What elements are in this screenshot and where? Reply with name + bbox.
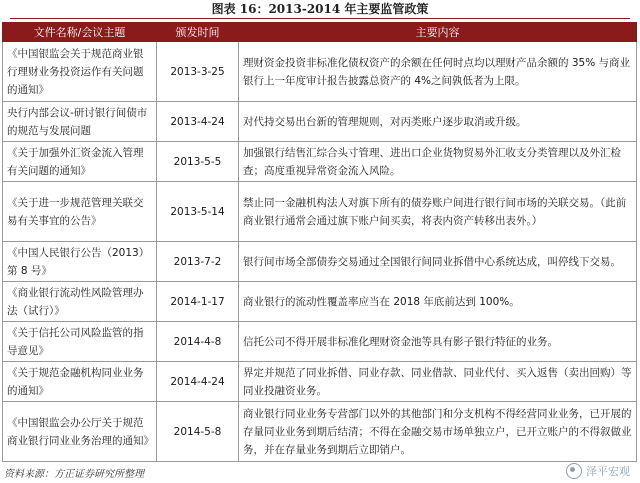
header-date: 颁发时间 — [157, 23, 239, 42]
date-cell: 2013-4-24 — [157, 102, 239, 142]
content-cell: 理财资金投资非标准化债权资产的余额在任何时点均以理财产品余额的 35% 与商业银行上一年度审计报告披露总资产的 4%之间孰低者为上限。 — [239, 42, 637, 102]
doc-cell: 《中国人民银行公告（2013）第 8 号》 — [3, 242, 157, 282]
table-header-row — [3, 23, 637, 42]
table-row — [3, 242, 637, 282]
content-cell: 银行间市场全部债券交易通过全国银行间同业拆借中心系统达成，叫停线下交易。 — [239, 242, 637, 282]
policy-table — [2, 22, 637, 462]
title-divider — [10, 18, 630, 19]
table-row — [3, 142, 637, 182]
date-cell: 2013-3-25 — [157, 42, 239, 102]
table-row — [3, 182, 637, 242]
content-cell: 对代持交易出台新的管理规则，对丙类账户逐步取消或升级。 — [239, 102, 637, 142]
content-cell: 加强银行结售汇综合头寸管理、进出口企业货物贸易外汇收支分类管理以及外汇检查；高度重视异常资金流入风险。 — [239, 142, 637, 182]
doc-cell: 《中国银监会关于规范商业银行理财业务投资运作有关问题的通知》 — [3, 42, 157, 102]
date-cell: 2013-5-5 — [157, 142, 239, 182]
doc-cell: 《关于进一步规范管理关联交易有关事宜的公告》 — [3, 182, 157, 242]
date-cell: 2014-5-8 — [157, 402, 239, 462]
date-cell: 2014-4-8 — [157, 322, 239, 362]
table-row — [3, 282, 637, 322]
table-row — [3, 102, 637, 142]
source-note: 资料来源：方正证券研究所整理 — [4, 469, 144, 480]
header-content: 主要内容 — [239, 23, 637, 42]
doc-cell: 央行内部会议-研讨银行间债市的规范与发展问题 — [3, 102, 157, 142]
doc-cell: 《中国银监会办公厅关于规范商业银行同业业务治理的通知》 — [3, 402, 157, 462]
date-cell: 2013-5-14 — [157, 182, 239, 242]
doc-cell: 《关于信托公司风险监管的指导意见》 — [3, 322, 157, 362]
content-cell: 信托公司不得开展非标准化理财资金池等具有影子银行特征的业务。 — [239, 322, 637, 362]
table-row — [3, 362, 637, 402]
date-cell: 2014-1-17 — [157, 282, 239, 322]
doc-cell: 《关于加强外汇资金流入管理有关问题的通知》 — [3, 142, 157, 182]
doc-cell: 《商业银行流动性风险管理办法（试行）》 — [3, 282, 157, 322]
table-title: 图表 16：2013-2014 年主要监管政策 — [211, 2, 429, 16]
doc-cell: 《关于规范金融机构同业业务的通知》 — [3, 362, 157, 402]
content-cell: 禁止同一金融机构法人对旗下所有的债券账户间进行银行间市场的关联交易。（此前商业银行通常会通过旗下账户间买卖，将表内资产转移出表外。） — [239, 182, 637, 242]
table-row — [3, 322, 637, 362]
content-cell: 商业银行同业业务专营部门以外的其他部门和分支机构不得经营同业业务，已开展的存量同业业务到期后结清；不得在金融交易市场单独立户，已开立账户的不得叙做业务，并在存量业务到期后立即销户。 — [239, 402, 637, 462]
header-doc: 文件名称/会议主题 — [3, 23, 157, 42]
wechat-icon — [566, 463, 582, 479]
watermark — [566, 463, 630, 479]
date-cell: 2014-4-24 — [157, 362, 239, 402]
table-row — [3, 402, 637, 462]
content-cell: 界定并规范了同业拆借、同业存款、同业借款、同业代付、买入返售（卖出回购）等同业投融资业务。 — [239, 362, 637, 402]
table-row — [3, 42, 637, 102]
content-cell: 商业银行的流动性覆盖率应当在 2018 年底前达到 100%。 — [239, 282, 637, 322]
date-cell: 2013-7-2 — [157, 242, 239, 282]
watermark-label: 泽平宏观 — [586, 465, 630, 478]
